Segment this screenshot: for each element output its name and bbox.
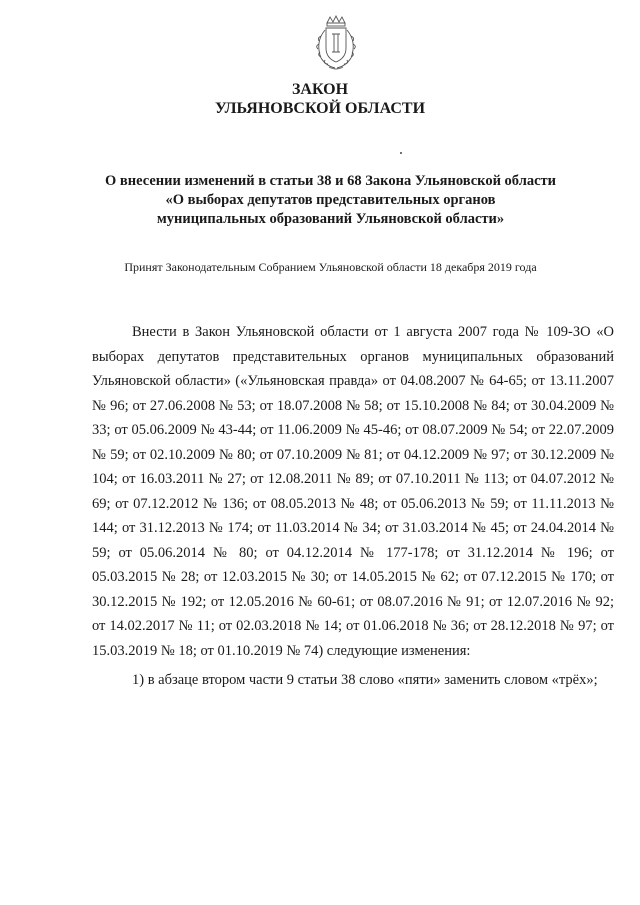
law-word: ЗАКОН (291, 81, 349, 98)
law-subject (60, 172, 601, 229)
law-title (0, 80, 640, 118)
region-name: УЛЬЯНОВСКОЙ ОБЛАСТИ (214, 100, 426, 117)
subject-line: О внесении изменений в статьи 38 и 68 Закона Ульяновской области (105, 173, 556, 189)
subject-line: муниципальных образований Ульяновской области» (156, 211, 505, 227)
scan-speck (400, 152, 402, 154)
law-body (92, 320, 614, 693)
adoption-note: Принят Законодательным Собранием Ульяновской области 18 декабря 2019 года (124, 260, 537, 274)
subject-line: «О выборах депутатов представительных органов (165, 192, 496, 208)
coat-of-arms-icon (311, 14, 361, 72)
amendment-item: 1) в абзаце втором части 9 статьи 38 слово «пяти» заменить словом «трёх»; (132, 672, 598, 688)
body-paragraph: Внести в Закон Ульяновской области от 1 августа 2007 года № 109-ЗО «О выборах депутатов представительных органов муниципальных образований Ульяновской области» («Ульяновская правда» от 04.08.2007 № 64-65; от 13.11.2007 № 96; от 27.06.2008 № 53; от 18.07.2008 № 58; от 15.10.2008 № 84; от 30.04.2009 № 33; от 05.06.2009 № 43-44; от 11.06.2009 № 45-46; от 08.07.2009 № 54; от 22.07.2009 № 59; от 02.10.2009 № 80; от 07.10.2009 № 81; от 04.12.2009 № 97; от 30.12.2009 № 104; от 16.03.2011 № 27; от 12.08.2011 № 89; от 07.10.2011 № 113; от 04.07.2012 № 69; от 07.12.2012 № 136; от 08.05.2013 № 48; от 05.06.2013 № 59; от 11.11.2013 № 144; от 31.12.2013 № 174; от 11.03.2014 № 34; от 31.03.2014 № 45; от 24.04.2014 № 59; от 05.06.2014 № 80; от 04.12.2014 № 177-178; от 31.12.2014 № 196; от 05.03.2015 № 28; от 12.03.2015 № 30; от 14.05.2015 № 62; от 07.12.2015 № 170; от 30.12.2015 № 192; от 12.05.2016 № 60-61; от 08.07.2016 № 91; от 12.07.2016 № 92; от 14.02.2017 № 11; от 02.03.2018 № 14; от 01.06.2018 № 36; от 28.12.2018 № 97; от 15.03.2019 № 18; от 01.10.2019 № 74) следующие изменения: (92, 324, 614, 659)
